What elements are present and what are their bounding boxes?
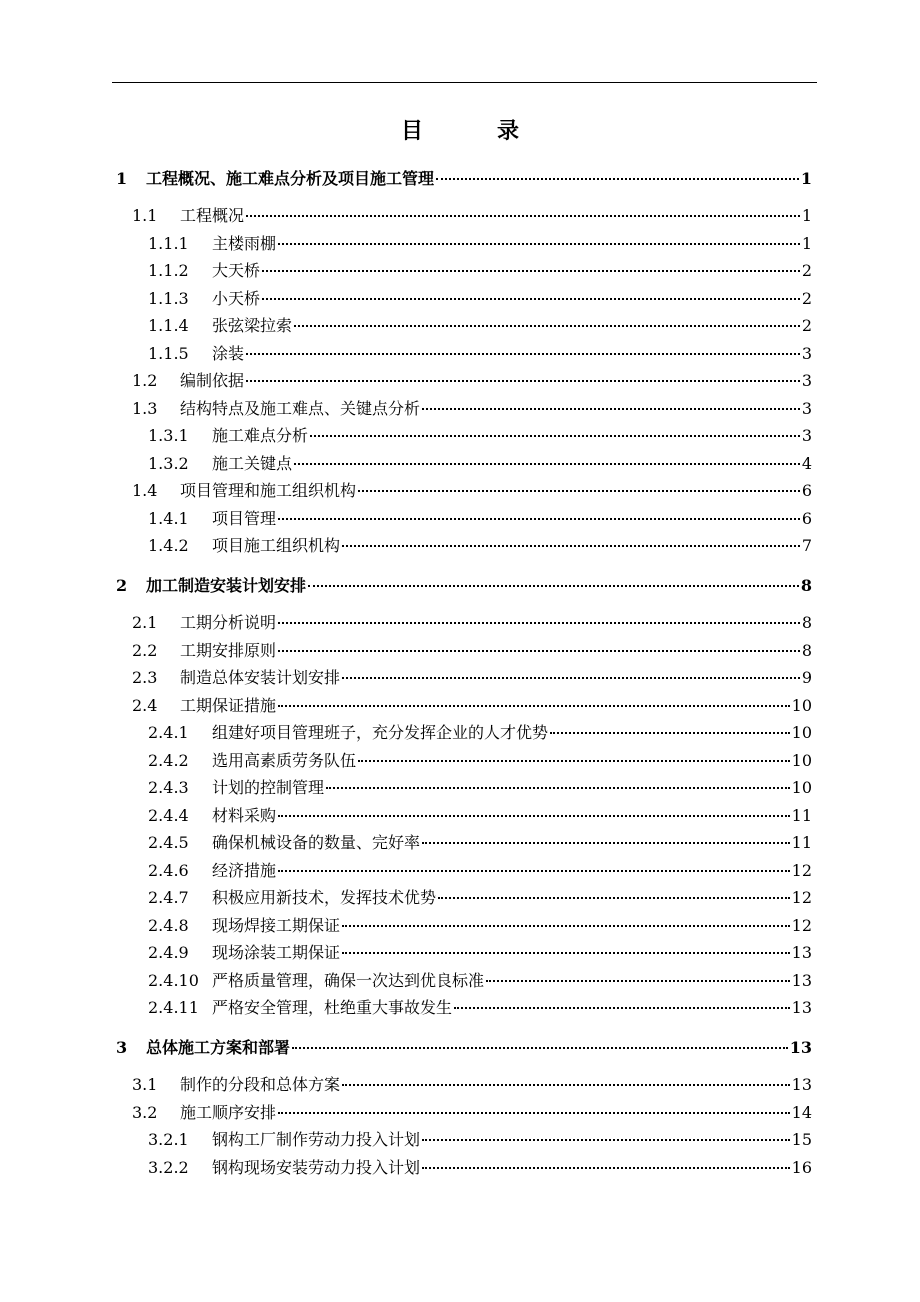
toc-entry[interactable] [148,453,812,475]
toc-dot-leader [294,463,800,465]
toc-entry-number: 2.4.6 [148,861,189,880]
toc-entry-label: 制造总体安装计划安排 [180,668,341,687]
toc-entry[interactable] [148,887,812,909]
toc-entry[interactable] [132,205,812,227]
toc-dot-leader [436,178,799,180]
toc-dot-leader [278,815,790,817]
toc-entry-page: 13 [791,1075,812,1094]
toc-entry[interactable] [132,1102,812,1124]
toc-entry-number: 2.2 [132,641,158,660]
toc-entry-page: 6 [801,509,812,528]
toc-entry[interactable] [148,805,812,827]
toc-entry-number: 1.1 [132,206,158,225]
toc-entry[interactable] [132,370,812,392]
header-rule [112,82,817,83]
toc-entry-label: 制作的分段和总体方案 [180,1075,341,1094]
toc-entry-label: 材料采购 [212,806,277,825]
toc-entry[interactable] [132,398,812,420]
toc-entry-label: 工程概况、施工难点分析及项目施工管理 [146,169,435,188]
toc-entry-label: 确保机械设备的数量、完好率 [212,833,421,852]
toc-entry-page: 8 [801,613,812,632]
toc-dot-leader [278,870,790,872]
toc-entry-page: 3 [801,399,812,418]
toc-entry-label: 主楼雨棚 [212,234,277,253]
toc-dot-leader [422,1139,790,1141]
toc-entry-label: 经济措施 [212,861,277,880]
toc-entry-number: 2.4.10 [148,971,199,990]
toc-entry-number: 2.4.11 [148,998,199,1017]
toc-entry-number: 1.1.4 [148,316,189,335]
toc-entry[interactable] [148,535,812,557]
toc-entry-label: 严格质量管理，确保一次达到优良标准 [212,971,485,990]
toc-dot-leader [422,1167,790,1169]
toc-entry[interactable] [148,288,812,310]
toc-entry-number: 1.1.3 [148,289,189,308]
toc-entry-page: 9 [801,668,812,687]
toc-dot-leader [342,925,790,927]
toc-entry-label: 涂装 [212,344,245,363]
toc-entry-page: 13 [791,998,812,1017]
toc-dot-leader [550,732,790,734]
toc-entry-page: 1 [800,169,812,188]
toc-entry[interactable] [148,1129,812,1151]
toc-entry-number: 1.1.2 [148,261,189,280]
toc-entry-label: 张弦梁拉索 [212,316,293,335]
toc-entry[interactable] [132,1074,812,1096]
toc-entry[interactable] [148,997,812,1019]
toc-entry-number: 2.4.9 [148,943,189,962]
toc-entry-label: 项目施工组织机构 [212,536,341,555]
toc-entry-label: 结构特点及施工难点、关键点分析 [180,399,421,418]
toc-entry-number: 1.3.1 [148,426,189,445]
toc-dot-leader [278,650,800,652]
toc-entry-page: 13 [791,971,812,990]
toc-entry-page: 8 [801,641,812,660]
toc-dot-leader [422,842,790,844]
toc-entry-label: 项目管理 [212,509,277,528]
toc-entry-page: 10 [791,778,812,797]
toc-entry-label: 钢构现场安装劳动力投入计划 [212,1158,421,1177]
toc-entry-number: 3.2.2 [148,1158,189,1177]
toc-dot-leader [278,243,800,245]
toc-entry-label: 加工制造安装计划安排 [146,576,307,595]
toc-entry[interactable] [132,695,812,717]
toc-dot-leader [246,215,800,217]
toc-dot-leader [326,787,790,789]
toc-entry-page: 1 [801,234,812,253]
toc-dot-leader [358,760,790,762]
toc-entry-number: 2.4.2 [148,751,189,770]
toc-entry-page: 4 [801,454,812,473]
toc-entry-page: 3 [801,426,812,445]
toc-entry-label: 计划的控制管理 [212,778,325,797]
toc-entry-label: 工期安排原则 [180,641,277,660]
toc-dot-leader [342,1084,790,1086]
toc-entry-label: 选用高素质劳务队伍 [212,751,357,770]
toc-entry-page: 15 [791,1130,812,1149]
toc-entry[interactable] [148,750,812,772]
toc-entry-number: 1 [116,169,128,188]
toc-entry-number: 2.4.3 [148,778,189,797]
toc-entry-number: 2 [116,576,128,595]
toc-entry-page: 11 [791,833,812,852]
toc-entry-number: 1.1.5 [148,344,189,363]
toc-entry-page: 14 [791,1103,812,1122]
toc-entry[interactable] [148,832,812,854]
toc-entry[interactable] [132,640,812,662]
toc-entry-number: 3.1 [132,1075,158,1094]
toc-dot-leader [342,677,800,679]
toc-entry[interactable] [132,612,812,634]
toc-entry-page: 6 [801,481,812,500]
toc-entry-label: 严格安全管理，杜绝重大事故发生 [212,998,453,1017]
toc-dot-leader [342,952,790,954]
toc-dot-leader [246,353,800,355]
toc-entry-number: 3.2 [132,1103,158,1122]
toc-entry-page: 12 [791,916,812,935]
toc-entry-number: 1.3.2 [148,454,189,473]
toc-entry-number: 1.4.2 [148,536,189,555]
toc-entry-number: 1.4.1 [148,509,189,528]
toc-entry-number: 2.4.4 [148,806,189,825]
toc-dot-leader [422,408,800,410]
toc-dot-leader [262,298,800,300]
toc-entry-label: 工期保证措施 [180,696,277,715]
toc-dot-leader [278,705,790,707]
toc-entry-label: 现场焊接工期保证 [212,916,341,935]
toc-entry-number: 2.3 [132,668,158,687]
toc-entry-label: 工期分析说明 [180,613,277,632]
toc-entry-label: 总体施工方案和部署 [146,1038,291,1057]
toc-entry-number: 2.1 [132,613,158,632]
toc-entry[interactable] [148,722,812,744]
toc-entry-number: 2.4.7 [148,888,189,907]
toc-entry-label: 小天桥 [212,289,261,308]
toc-entry-label: 大天桥 [212,261,261,280]
toc-entry-page: 11 [791,806,812,825]
toc-entry[interactable] [132,667,812,689]
toc-dot-leader [278,518,800,520]
toc-entry-page: 16 [791,1158,812,1177]
toc-dot-leader [342,545,800,547]
toc-entry[interactable] [148,315,812,337]
toc-entry[interactable] [148,970,812,992]
toc-entry[interactable] [116,168,812,190]
toc-entry[interactable] [148,508,812,530]
toc-entry[interactable] [148,915,812,937]
toc-entry-label: 现场涂装工期保证 [212,943,341,962]
page-title: 目 录 [400,118,545,144]
toc-dot-leader [262,270,800,272]
toc-entry-number: 2.4.1 [148,723,189,742]
toc-entry-page: 8 [800,576,812,595]
toc-entry-number: 1.1.1 [148,234,189,253]
toc-entry-label: 施工难点分析 [212,426,309,445]
toc-entry-page: 2 [801,261,812,280]
toc-dot-leader [310,435,800,437]
toc-entry[interactable] [148,260,812,282]
toc-entry-page: 10 [791,751,812,770]
toc-dot-leader [278,622,800,624]
toc-dot-leader [294,325,800,327]
toc-entry[interactable] [148,425,812,447]
toc-entry[interactable] [148,343,812,365]
toc-entry-number: 2.4 [132,696,158,715]
toc-entry-label: 钢构工厂制作劳动力投入计划 [212,1130,421,1149]
toc-entry-page: 3 [801,344,812,363]
toc-dot-leader [278,1112,790,1114]
toc-dot-leader [454,1007,790,1009]
toc-entry-number: 1.4 [132,481,158,500]
toc-entry[interactable] [148,777,812,799]
toc-entry[interactable] [116,575,812,597]
toc-entry-page: 13 [791,943,812,962]
toc-entry-label: 施工关键点 [212,454,293,473]
toc-entry-number: 1.3 [132,399,158,418]
toc-entry[interactable] [116,1037,812,1059]
toc-dot-leader [438,897,790,899]
toc-entry-label: 项目管理和施工组织机构 [180,481,357,500]
toc-entry-label: 组建好项目管理班子，充分发挥企业的人才优势 [212,723,549,742]
toc-entry-page: 2 [801,289,812,308]
toc-entry-page: 3 [801,371,812,390]
toc-entry-label: 工程概况 [180,206,245,225]
toc-entry-number: 2.4.5 [148,833,189,852]
toc-dot-leader [292,1047,788,1049]
toc-entry-page: 10 [791,723,812,742]
toc-entry-label: 编制依据 [180,371,245,390]
toc-entry[interactable] [132,480,812,502]
toc-entry-page: 1 [801,206,812,225]
toc-entry[interactable] [148,1157,812,1179]
toc-entry-page: 12 [791,888,812,907]
toc-entry-label: 施工顺序安排 [180,1103,277,1122]
toc-entry[interactable] [148,860,812,882]
toc-dot-leader [308,585,799,587]
toc-entry-number: 2.4.8 [148,916,189,935]
toc-entry-number: 3 [116,1038,128,1057]
toc-entry-page: 13 [789,1038,812,1057]
toc-entry-label: 积极应用新技术，发挥技术优势 [212,888,437,907]
toc-entry-number: 1.2 [132,371,158,390]
toc-entry[interactable] [148,942,812,964]
toc-dot-leader [358,490,800,492]
toc-entry-number: 3.2.1 [148,1130,189,1149]
toc-dot-leader [246,380,800,382]
toc-entry-page: 12 [791,861,812,880]
toc-entry-page: 2 [801,316,812,335]
toc-entry-page: 10 [791,696,812,715]
toc-entry[interactable] [148,233,812,255]
toc-entry-page: 7 [801,536,812,555]
toc-dot-leader [486,980,790,982]
